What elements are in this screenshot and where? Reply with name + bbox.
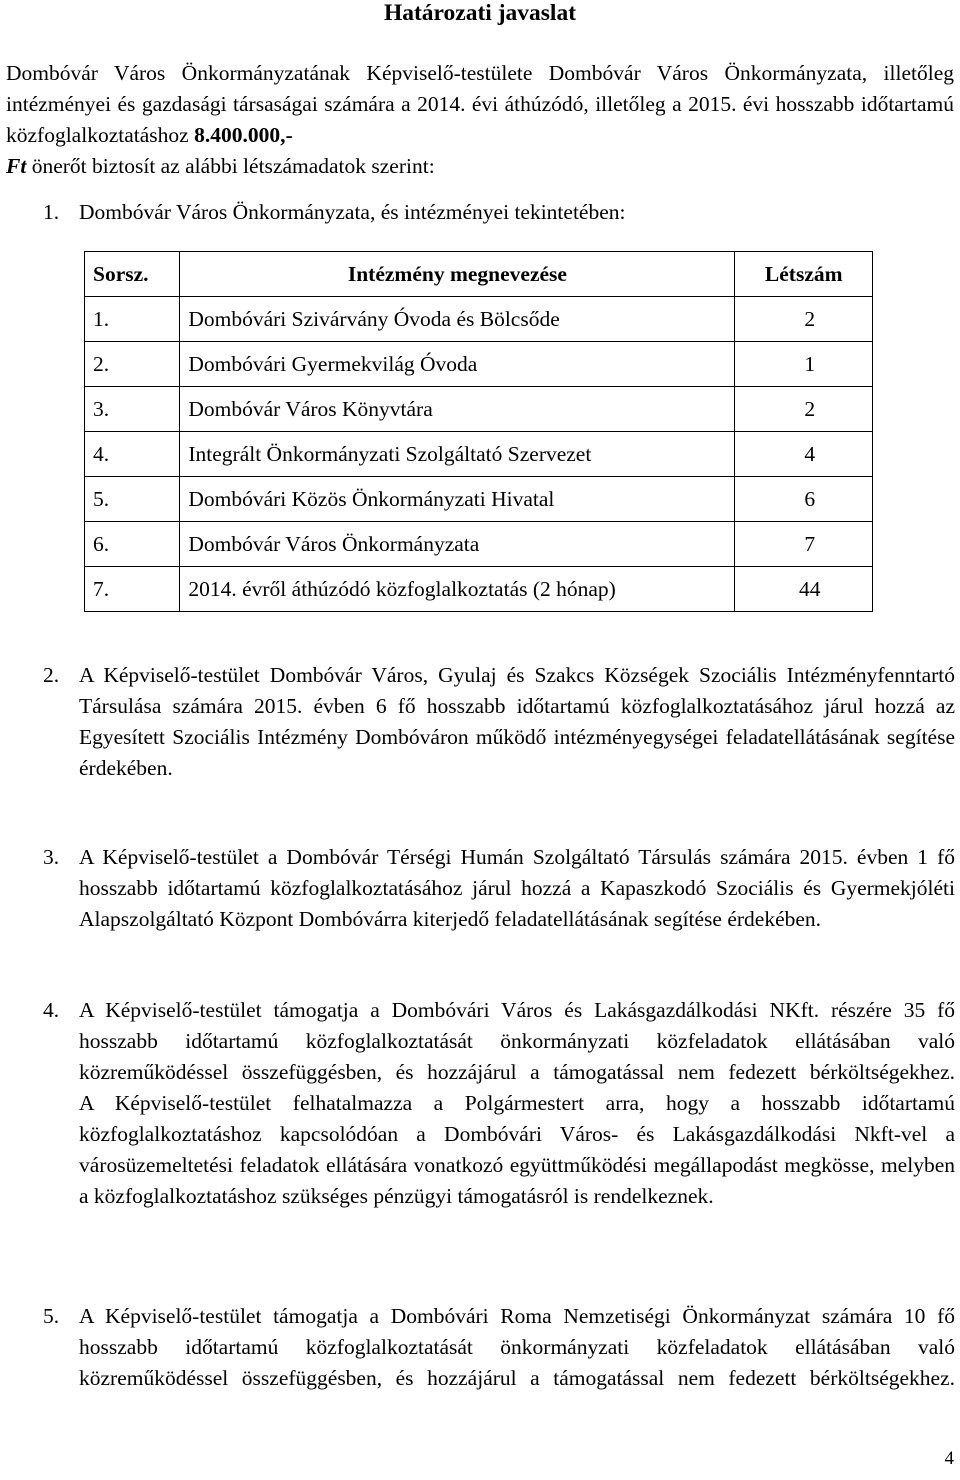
row-headcount: 44 [735,567,873,612]
row-number: 7. [85,567,180,612]
table-row [85,297,873,342]
item-2-text: A Képviselő-testület Dombóvár Város, Gyulaj és Szakcs Községek Szociális Intézményfenntartó Társulása számára 2015. évben 6 fő hosszabb időtartamú közfoglalkoztatásához járul hozzá az Egyesített Szociális Intézmény Dombóváron működő intézményegységei feladatellátásának segítése érdekében. [79,663,955,780]
item-3-number: 3. [43,845,60,869]
table-row [85,567,873,612]
header-intezmeny: Intézmény megnevezése [180,252,735,297]
row-headcount: 2 [735,297,873,342]
intro-text-b: önerőt biztosít az alábbi létszámadatok szerint: [26,154,435,178]
row-headcount: 7 [735,522,873,567]
item-4-paragraph [43,995,955,1212]
intro-currency: Ft [6,154,27,178]
item-4-number: 4. [43,998,60,1022]
item-1-number: 1. [43,200,60,224]
row-number: 1. [85,297,180,342]
row-headcount: 4 [735,432,873,477]
item-2-paragraph [43,660,955,784]
header-sorsz: Sorsz. [85,252,180,297]
item-1-text: Dombóvár Város Önkormányzata, és intézményei tekintetében: [79,200,626,224]
table-row [85,342,873,387]
document-title: Határozati javaslat [383,0,577,26]
table-row [85,387,873,432]
row-number: 5. [85,477,180,522]
row-institution: 2014. évről áthúzódó közfoglalkoztatás (2 hónap) [180,567,735,612]
item-5-text: A Képviselő-testület támogatja a Dombóvári Roma Nemzetiségi Önkormányzat számára 10 fő hosszabb időtartamú közfoglalkoztatását önkormányzati közfeladatok ellátásában való közreműködéssel összefüggésben, és hozzájárul a támogatással nem fedezett bérköltségekhez. [79,1304,955,1390]
row-headcount: 2 [735,387,873,432]
row-number: 6. [85,522,180,567]
row-institution: Dombóvári Gyermekvilág Óvoda [180,342,735,387]
row-institution: Dombóvári Közös Önkormányzati Hivatal [180,477,735,522]
table-row [85,432,873,477]
item-3-text: A Képviselő-testület a Dombóvár Térségi Humán Szolgáltató Társulás számára 2015. évben 1 fő hosszabb időtartamú közfoglalkoztatásához járul hozzá a Kapaszkodó Szociális és Gyermekjóléti Alapszolgáltató Központ Dombóvárra kiterjedő feladatellátásának segítése érdekében. [79,845,955,931]
row-number: 4. [85,432,180,477]
table-row [85,477,873,522]
intro-paragraph [6,58,954,182]
row-institution: Dombóvár Város Önkormányzata [180,522,735,567]
item-5-number: 5. [43,1304,60,1328]
item-3-paragraph [43,842,955,935]
item-2-number: 2. [43,663,60,687]
table-row [85,522,873,567]
row-headcount: 1 [735,342,873,387]
item-4-text-a: A Képviselő-testület támogatja a Dombóvári Város és Lakásgazdálkodási NKft. részére 35 fő hosszabb időtartamú közfoglalkoztatását önkormányzati közfeladatok ellátásában való közreműködéssel összefüggésben, és hozzájárul a támogatással nem fedezett bérköltségekhez. [79,998,955,1084]
row-institution: Integrált Önkormányzati Szolgáltató Szervezet [180,432,735,477]
item-1-heading [43,197,943,228]
intro-amount: 8.400.000,- [194,123,293,147]
row-institution: Dombóvári Szivárvány Óvoda és Bölcsőde [180,297,735,342]
intro-text-a: Dombóvár Város Önkormányzatának Képviselő-testülete Dombóvár Város Önkormányzata, illetőleg intézményei és gazdasági társaságai számára a 2014. évi áthúzódó, illetőleg a 2015. évi hosszabb időtartamú közfoglalkoztatáshoz [6,61,954,147]
row-number: 3. [85,387,180,432]
table-header-row [85,252,873,297]
item-5-paragraph [43,1301,955,1394]
row-institution: Dombóvár Város Könyvtára [180,387,735,432]
header-letszam: Létszám [735,252,873,297]
page-number: 4 [944,1448,954,1469]
item-4-text-b: A Képviselő-testület felhatalmazza a Polgármestert arra, hogy a hosszabb időtartamú közfoglalkoztatáshoz kapcsolódóan a Dombóvári Város- és Lakásgazdálkodási Nkft-vel a városüzemeltetési feladatok ellátására vonatkozó együttműködési megállapodást megkösse, melyben a közfoglalkoztatáshoz szükséges pénzügyi támogatásról is rendelkeznek. [79,1091,955,1208]
institution-table [84,251,873,612]
row-number: 2. [85,342,180,387]
row-headcount: 6 [735,477,873,522]
